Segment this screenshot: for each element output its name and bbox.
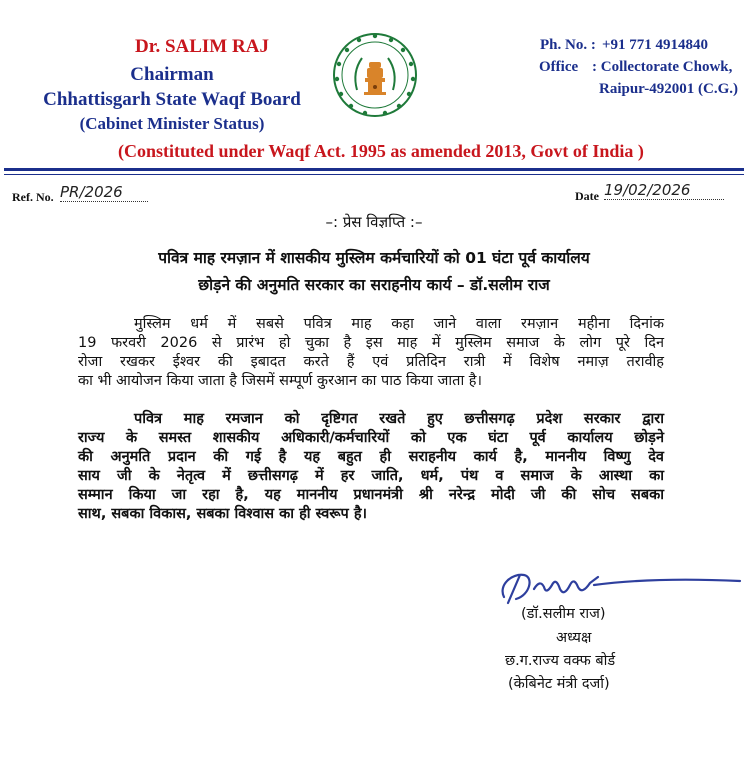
constitution-line: (Constituted under Waqf Act. 1995 as amended 2013, Govt of India )	[118, 141, 644, 161]
phone-value: +91 771 4914840	[602, 37, 709, 53]
paragraph-1-line: 19 फरवरी 2026 से प्रारंभ हो चुका है इस माह में मुस्लिम समाज के लोग पूरे दिन	[78, 335, 664, 351]
paragraph-1	[78, 315, 664, 391]
paragraph-2-line: पवित्र माह रमजान को दृष्टिगत रखते हुए छत्तीसगढ़ प्रदेश सरकार द्वारा	[134, 411, 664, 427]
headline-line-1: पवित्र माह रमज़ान में शासकीय मुस्लिम कर्मचारियों को 01 घंटा पूर्व कार्यालय	[158, 249, 590, 267]
phone-label: Ph. No. :	[540, 37, 596, 53]
ref-number: PR/2026	[60, 183, 148, 202]
paragraph-1-line: मुस्लिम धर्म में सबसे पवित्र माह कहा जाने वाला रमज़ान महीना दिनांक	[134, 316, 664, 332]
paragraph-2	[78, 410, 664, 524]
paragraph-2-line: राज्य के समस्त शासकीय अधिकारी/कर्मचारियों को एक घंटा पूर्व कार्यालय छोड़ने	[78, 430, 664, 446]
letterhead-designation: Chairman	[130, 64, 214, 85]
paragraph-2-line: साय जी के नेतृत्व में छत्तीसगढ़ में हर जाति, धर्म, पंथ व समाज के आस्था का	[78, 468, 664, 484]
signer-name: (डॉ.सलीम राज)	[521, 606, 606, 622]
paragraph-1-line: का भी आयोजन किया जाता है जिसमें सम्पूर्ण कुरआन का पाठ किया जाता है।	[78, 373, 483, 389]
paragraph-2-line: की अनुमति प्रदान की गई है यह बहुत ही सराहनीय कार्य है, माननीय विष्णु देव	[78, 449, 664, 465]
letterhead-status: (Cabinet Minister Status)	[79, 114, 265, 133]
press-release-heading: –: प्रेस विज्ञप्ति :–	[325, 213, 423, 231]
signer-designation: अध्यक्ष	[556, 630, 592, 646]
paragraph-2-line: सम्मान किया जा रहा है, यह माननीय प्रधानमंत्री श्री नरेन्द्र मोदी जी की सोच सबका	[78, 487, 664, 503]
letterhead-organization: Chhattisgarh State Waqf Board	[43, 89, 301, 110]
emblem-icon	[332, 32, 418, 118]
state-emblem-seal	[332, 32, 418, 118]
header-divider	[4, 168, 744, 171]
signer-organization: छ.ग.राज्य वक्फ बोर्ड	[505, 653, 616, 669]
letterhead-name: Dr. SALIM RAJ	[135, 36, 269, 57]
office-address-line1: : Collectorate Chowk,	[592, 59, 733, 75]
handwritten-signature	[494, 565, 744, 607]
date-value: 19/02/2026	[604, 181, 724, 200]
office-label: Office	[539, 59, 579, 75]
office-address-line2: Raipur-492001 (C.G.)	[599, 81, 739, 97]
ref-label: Ref. No.	[12, 190, 54, 204]
paragraph-1-line: रोजा रखकर ईश्वर की इबादत करते हैं एवं प्रतिदिन रात्री में विशेष नमाज़ तरावीह	[78, 354, 664, 370]
header-divider-thin	[4, 174, 744, 175]
signer-status: (केबिनेट मंत्री दर्जा)	[508, 676, 610, 692]
headline-line-2: छोड़ने की अनुमति सरकार का सराहनीय कार्य – डॉ.सलीम राज	[198, 276, 550, 294]
paragraph-2-line: साथ, सबका विकास, सबका विश्वास का ही स्वरूप है।	[78, 506, 368, 522]
date-label: Date	[575, 189, 599, 203]
